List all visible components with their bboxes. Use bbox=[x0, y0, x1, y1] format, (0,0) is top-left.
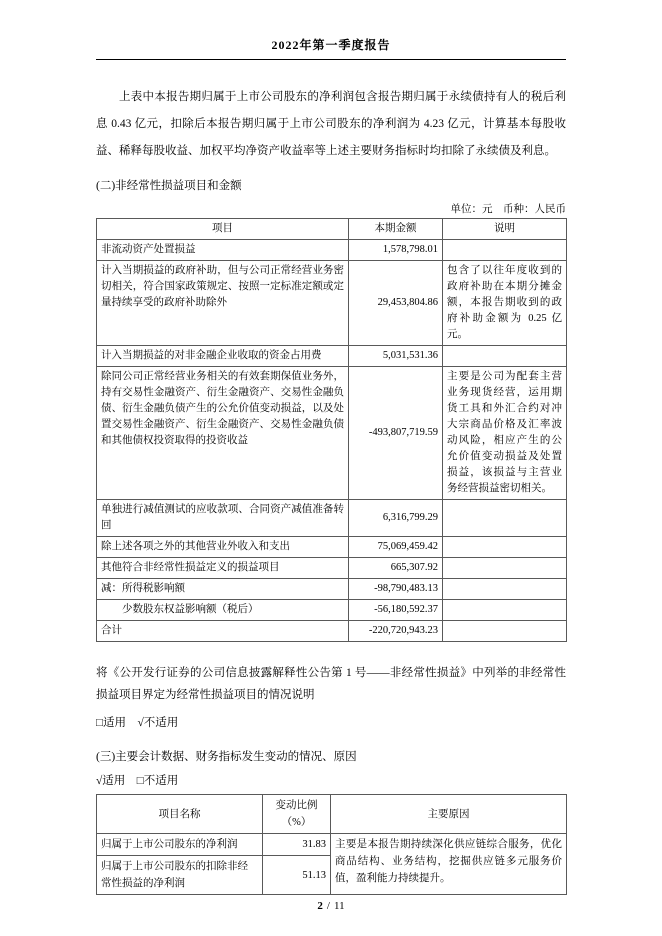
page-footer bbox=[0, 900, 662, 912]
note-cell bbox=[443, 600, 567, 621]
table-row bbox=[97, 579, 567, 600]
table-row bbox=[97, 346, 567, 367]
note-cell bbox=[443, 558, 567, 579]
note-cell bbox=[443, 537, 567, 558]
note-cell: 主要是公司为配套主营业务现货经营，运用期货工具和外汇合约对冲大宗商品价格及汇率波动风险，相应产生的公允价值变动损益及处置损益，该损益与主营业务经营损益密切相关。 bbox=[443, 367, 567, 500]
section2-heading: (二)非经常性损益项目和金额 bbox=[96, 180, 242, 192]
table-row bbox=[97, 600, 567, 621]
note-cell bbox=[443, 240, 567, 261]
table-row bbox=[97, 558, 567, 579]
item-cell: 非流动资产处置损益 bbox=[97, 240, 349, 261]
name-cell: 归属于上市公司股东的扣除非经常性损益的净利润 bbox=[97, 856, 263, 895]
item-cell: 减：所得税影响额 bbox=[97, 579, 349, 600]
table-row bbox=[97, 367, 567, 500]
table-header-row bbox=[97, 219, 567, 240]
note-cell bbox=[443, 500, 567, 537]
table-row bbox=[97, 834, 567, 856]
ratio-cell: 31.83 bbox=[263, 834, 331, 856]
table-row bbox=[97, 261, 567, 346]
section3-applicability: √适用 □不适用 bbox=[96, 775, 179, 787]
table-row bbox=[97, 240, 567, 261]
item-cell: 其他符合非经常性损益定义的损益项目 bbox=[97, 558, 349, 579]
note-cell: 包含了以往年度收到的政府补助在本期分摊金额，本报告期收到的政府补助金额为 0.25 亿元。 bbox=[443, 261, 567, 346]
reason-cell: 主要是本报告期持续深化供应链综合服务，优化商品结构、业务结构，挖掘供应链多元服务价值，盈利能力持续提升。 bbox=[331, 834, 567, 895]
header-divider bbox=[96, 59, 566, 60]
amount-cell: 75,069,459.42 bbox=[349, 537, 443, 558]
item-cell: 除同公司正常经营业务相关的有效套期保值业务外，持有交易性金融资产、衍生金融资产、交易性金融负债、衍生金融负债产生的公允价值变动损益，以及处置交易性金融资产、衍生金融资产、交易性金融负债和其他债权投资取得的投资收益 bbox=[97, 367, 349, 500]
total-label-cell: 合计 bbox=[97, 621, 349, 642]
column-header-name: 项目名称 bbox=[97, 795, 263, 834]
amount-cell: -493,807,719.59 bbox=[349, 367, 443, 500]
amount-cell: 29,453,804.86 bbox=[349, 261, 443, 346]
table-row bbox=[97, 537, 567, 558]
item-cell: 单独进行减值测试的应收款项、合同资产减值准备转回 bbox=[97, 500, 349, 537]
non-recurring-items-table bbox=[96, 218, 567, 642]
amount-cell: -98,790,483.13 bbox=[349, 579, 443, 600]
section3-heading: (三)主要会计数据、财务指标发生变动的情况、原因 bbox=[96, 751, 357, 763]
amount-cell: 5,031,531.36 bbox=[349, 346, 443, 367]
item-cell: 计入当期损益的对非金融企业收取的资金占用费 bbox=[97, 346, 349, 367]
amount-cell: 6,316,799.29 bbox=[349, 500, 443, 537]
note-cell bbox=[443, 579, 567, 600]
table-row bbox=[97, 500, 567, 537]
table-header-row bbox=[97, 795, 567, 834]
unit-currency-note: 单位：元 币种：人民币 bbox=[450, 204, 566, 215]
table-row bbox=[97, 621, 567, 642]
section2-applicability: □适用 √不适用 bbox=[96, 717, 179, 729]
amount-cell: 665,307.92 bbox=[349, 558, 443, 579]
column-header-ratio: 变动比例（%） bbox=[263, 795, 331, 834]
column-header-note: 说明 bbox=[443, 219, 567, 240]
amount-cell: 1,578,798.01 bbox=[349, 240, 443, 261]
total-page-number: 11 bbox=[333, 900, 345, 912]
definition-note-paragraph: 将《公开发行证券的公司信息披露解释性公告第 1 号——非经常性损益》中列举的非经常性损益项目界定为经常性损益项目的情况说明 bbox=[96, 667, 566, 701]
column-header-item: 项目 bbox=[97, 219, 349, 240]
indicator-change-table bbox=[96, 794, 567, 895]
name-cell: 归属于上市公司股东的净利润 bbox=[97, 834, 263, 856]
note-cell bbox=[443, 346, 567, 367]
note-cell bbox=[443, 621, 567, 642]
total-amount-cell: -220,720,943.23 bbox=[349, 621, 443, 642]
amount-cell: -56,180,592.37 bbox=[349, 600, 443, 621]
ratio-cell: 51.13 bbox=[263, 856, 331, 895]
item-cell: 计入当期损益的政府补助，但与公司正常经营业务密切相关，符合国家政策规定、按照一定标准定额或定量持续享受的政府补助除外 bbox=[97, 261, 349, 346]
column-header-amount: 本期金额 bbox=[349, 219, 443, 240]
intro-paragraph: 上表中本报告期归属于上市公司股东的净利润包含报告期归属于永续债持有人的税后利息 0.43 亿元，扣除后本报告期归属于上市公司股东的净利润为 4.23 亿元，计算基本每股收益、稀释每股收益、加权平均净资产收益率等上述主要财务指标时均扣除了永续债及利息。 bbox=[96, 91, 566, 157]
page-separator: / bbox=[326, 900, 330, 912]
item-cell: 除上述各项之外的其他营业外收入和支出 bbox=[97, 537, 349, 558]
item-cell: 少数股东权益影响额（税后） bbox=[97, 600, 349, 621]
column-header-reason: 主要原因 bbox=[331, 795, 567, 834]
document-header-title: 2022年第一季度报告 bbox=[271, 38, 391, 52]
current-page-number: 2 bbox=[317, 900, 323, 912]
